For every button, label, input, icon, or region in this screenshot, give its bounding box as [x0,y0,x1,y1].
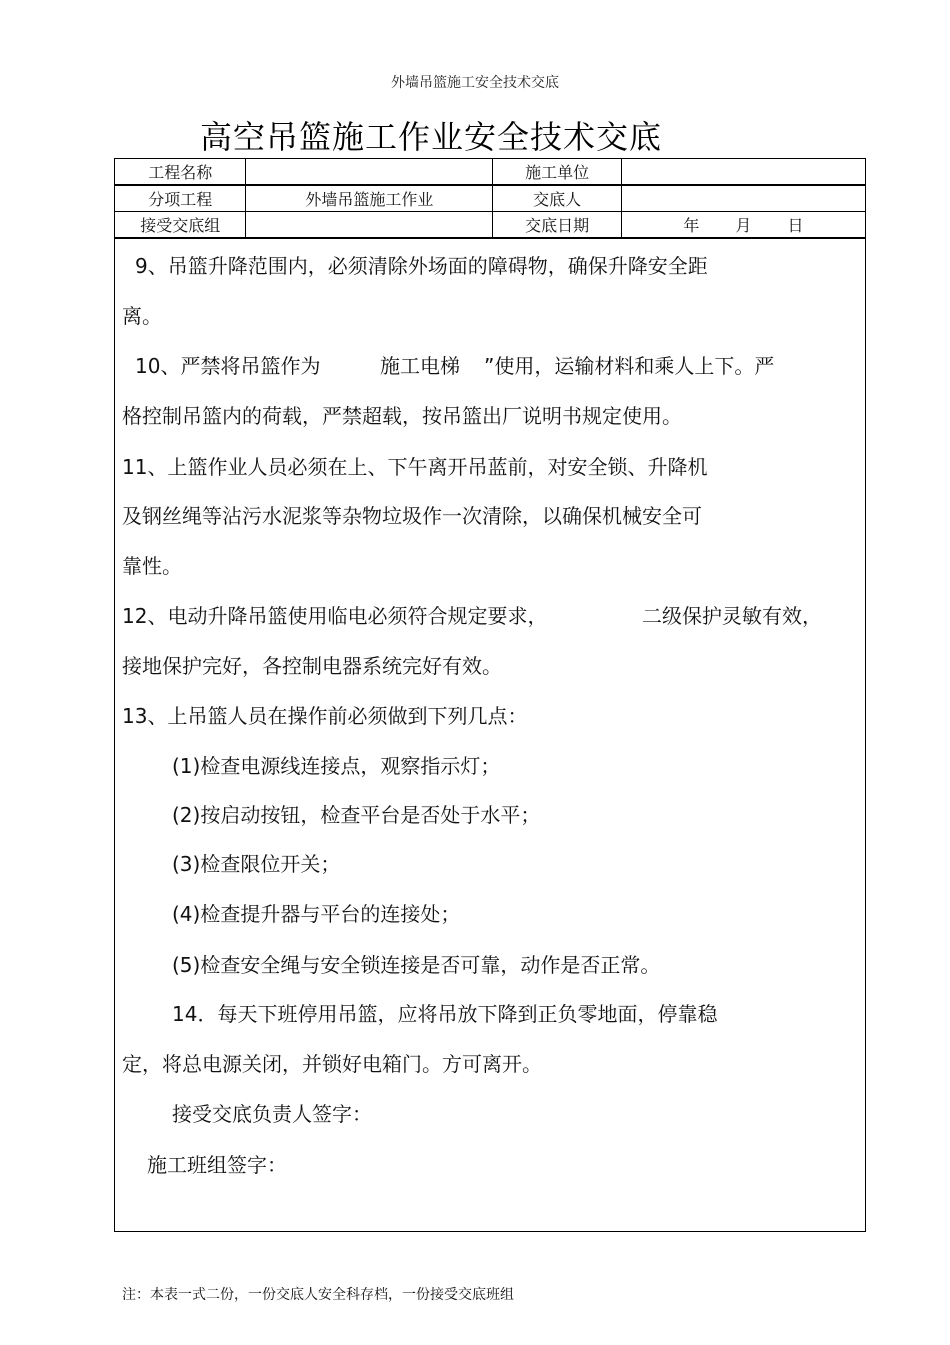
value-briefer[interactable] [621,185,865,212]
item-13-line-1: 13、上吊篮人员在操作前必须做到下列几点： [122,704,528,728]
item-13-sub-5: (5)检查安全绳与安全锁连接是否可靠，动作是否正常。 [172,953,661,977]
item-14-line-2: 定，将总电源关闭，并锁好电箱门。方可离开。 [122,1052,542,1076]
signature-team-label: 施工班组签字： [147,1153,287,1177]
date-year: 年 [683,216,700,235]
value-construction-unit[interactable] [621,159,865,186]
item-12-line-2: 接地保护完好，各控制电器系统完好有效。 [122,654,502,678]
value-receiving-group[interactable] [246,212,493,239]
document-title: 高空吊篮施工作业安全技术交底 [200,118,663,156]
date-month: 月 [735,216,752,235]
item-10-line-1b: 施工电梯 [380,354,460,378]
item-12-line-1a: 12、电动升降吊篮使用临电必须符合规定要求， [122,604,548,628]
label-briefer: 交底人 [493,185,621,212]
item-13-sub-2: (2)按启动按钮，检查平台是否处于水平； [172,803,541,827]
item-10-line-1c: ”使用，运输材料和乘人上下。严 [484,354,775,378]
value-sub-project: 外墙吊篮施工作业 [246,185,493,212]
item-11-line-1: 11、上篮作业人员必须在上、下午离开吊蓝前，对安全锁、升降机 [122,455,708,479]
info-table [114,158,866,239]
signature-receiver-label: 接受交底负责人签字： [172,1102,372,1126]
item-10-line-1a: 10、严禁将吊篮作为 [135,354,321,378]
item-13-sub-4: (4)检查提升器与平台的连接处； [172,902,461,926]
label-brief-date: 交底日期 [493,212,621,239]
date-day: 日 [787,216,804,235]
item-13-sub-3: (3)检查限位开关； [172,852,341,876]
item-13-sub-1: (1)检查电源线连接点，观察指示灯； [172,754,501,778]
info-row-project [115,159,866,186]
item-11-line-3: 靠性。 [122,554,182,578]
label-receiving-group: 接受交底组 [115,212,246,239]
item-11-line-2: 及钢丝绳等沾污水泥浆等杂物垃圾作一次清除，以确保机械安全可 [122,504,702,528]
footer-note: 注：本表一式二份，一份交底人安全科存档，一份接受交底班组 [122,1287,514,1303]
running-header: 外墙吊篮施工安全技术交底 [391,75,559,91]
value-project-name[interactable] [246,159,493,186]
info-row-subproject [115,185,866,212]
label-construction-unit: 施工单位 [493,159,621,186]
item-14-line-1: 14．每天下班停用吊篮，应将吊放下降到正负零地面，停靠稳 [172,1002,718,1026]
label-sub-project: 分项工程 [115,185,246,212]
info-row-receiver [115,212,866,239]
value-brief-date[interactable] [621,212,865,239]
item-10-line-2: 格控制吊篮内的荷载，严禁超载，按吊篮出厂说明书规定使用。 [122,404,682,428]
item-9-line-1: 9、吊篮升降范围内，必须清除外场面的障碍物，确保升降安全距 [135,254,708,278]
item-12-line-1b: 二级保护灵敏有效， [642,604,822,628]
item-9-line-2: 离。 [122,304,162,328]
label-project-name: 工程名称 [115,159,246,186]
